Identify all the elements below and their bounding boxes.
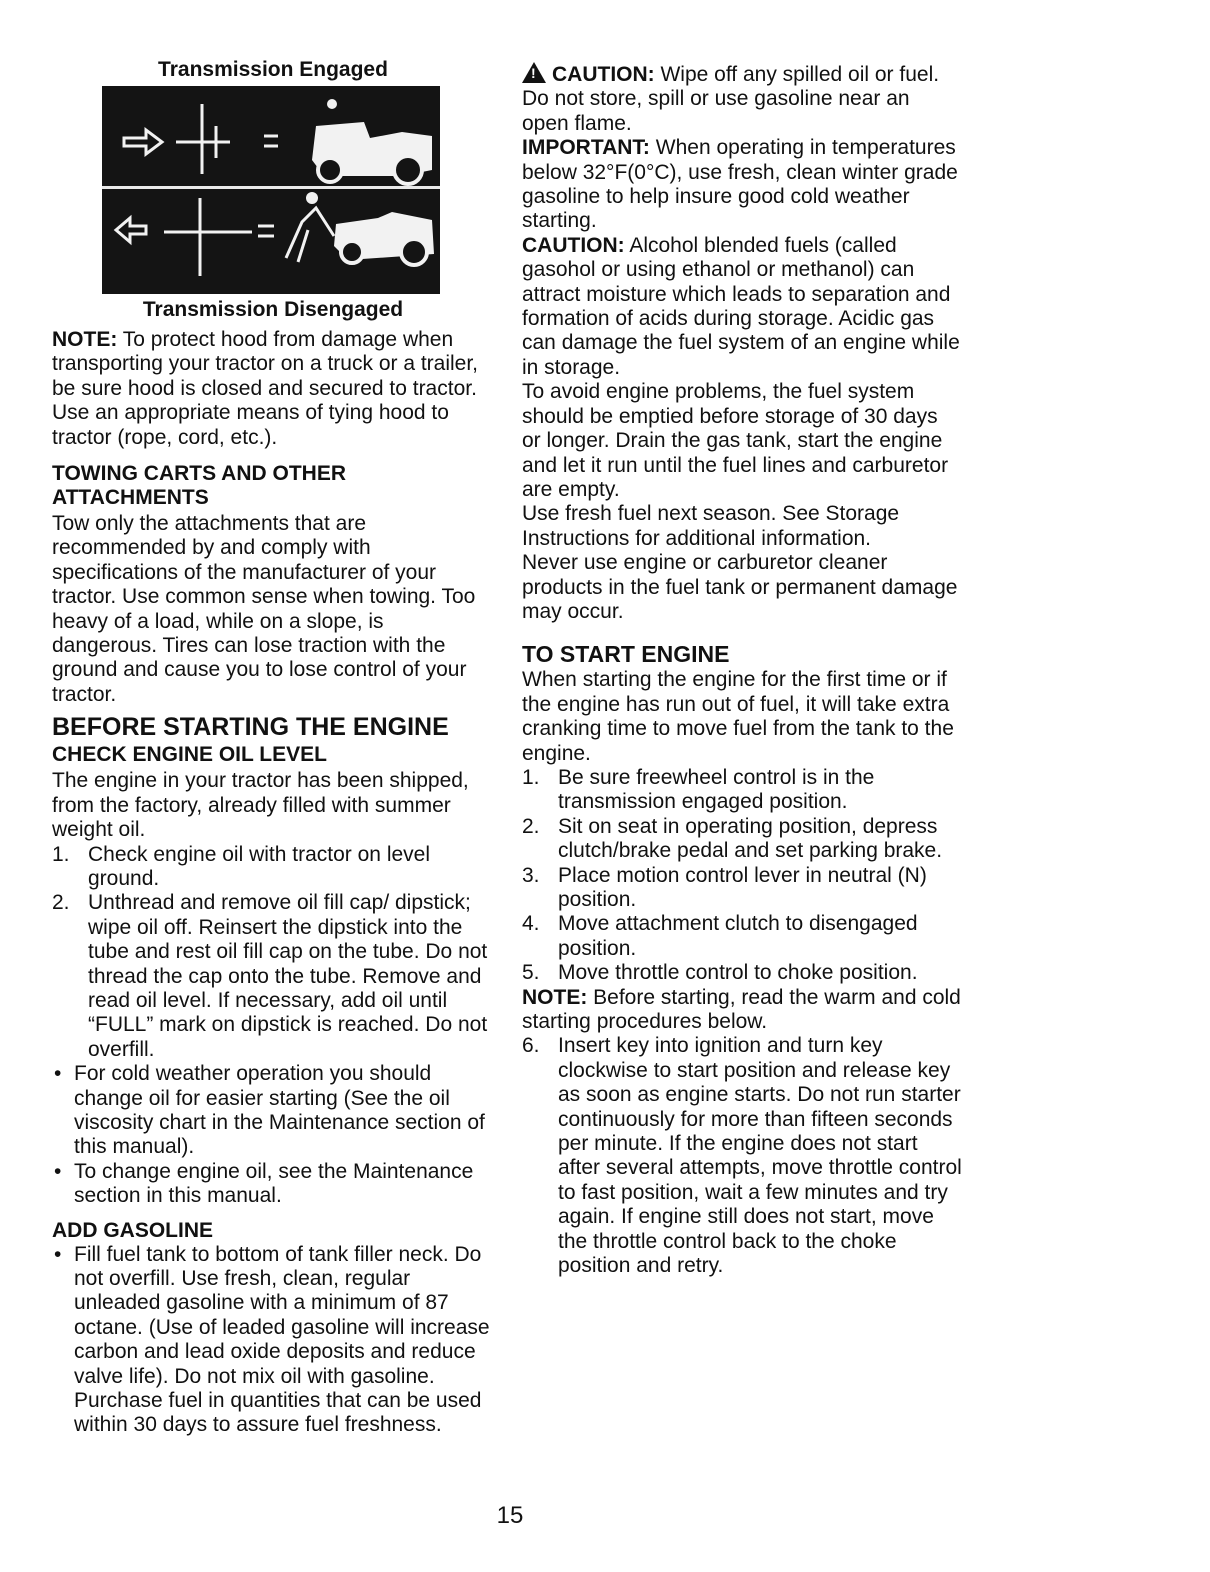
arrow-right-icon: [124, 130, 162, 154]
start-steps: [522, 766, 962, 986]
list-item: [52, 891, 494, 1062]
step-number: 4.: [522, 912, 540, 936]
figure-caption-disengaged: Transmission Disengaged: [142, 298, 404, 321]
towing-text: Tow only the attachments that are recommended by and comply with specifications of the manufacturer of your tractor. Use common sense when towing. Too heavy of a load, while on a slope, is dangerous. Tires can lose traction with the ground and cause you to lose control of your tractor.: [52, 512, 476, 706]
list-item: [522, 1034, 962, 1278]
step-text: Unthread and remove oil fill cap/ dipstick; wipe oil off. Reinsert the dipstick into the tube and rest oil fill cap on the tube. Do not thread the cap onto the tube. Remove and read oil level. If necessary, add oil until “FULL” mark on dipstick is reached. Do not overfill.: [88, 891, 488, 1061]
note-text: To protect hood from damage when transporting your tractor on a truck or a trailer, be sure hood is closed and secured to tractor. Use an appropriate means of tying hood to tractor (rope, cord, etc.).: [52, 328, 479, 449]
step-text: Move throttle control to choke position.: [558, 961, 918, 985]
bullet-text: For cold weather operation you should change oil for easier starting (See the oil viscosity chart in the Maintenance section of this manual).: [74, 1062, 485, 1159]
towing-heading: TOWING CARTS AND OTHER ATTACHMENTS: [52, 462, 346, 510]
start-intro: When starting the engine for the first time or if the engine has run out of fuel, it will take extra cranking time to move fuel from the tank to the engine.: [522, 668, 954, 765]
step-number: 1.: [52, 842, 70, 866]
bullet-icon: •: [54, 1159, 62, 1183]
step-text: Insert key into ignition and turn key clockwise to start position and release key as soon as engine starts. Do not run starter continuously for more than fifteen seconds per minute. If the engine does not start after several attempts, move throttle control to fast position, wait a few minutes and try again. If engine still does not start, move the throttle control back to the choke position and retry.: [558, 1034, 962, 1278]
caution-alcohol: [522, 234, 962, 380]
right-column: [522, 62, 962, 1279]
arrow-left-icon: [116, 218, 146, 242]
caution-spill: [522, 62, 962, 136]
step-text: Sit on seat in operating position, depress clutch/brake pedal and set parking brake.: [558, 814, 943, 863]
gas-bullets: [52, 1243, 494, 1438]
important-note: [522, 136, 962, 234]
start-engine-heading: TO START ENGINE: [522, 641, 730, 668]
step-text: Move attachment clutch to disengaged position.: [558, 912, 918, 960]
list-item: [522, 912, 962, 961]
step-number: 5.: [522, 961, 540, 985]
list-item: [522, 864, 962, 913]
caution-label: CAUTION:: [552, 63, 655, 86]
warning-icon: !: [522, 62, 546, 83]
left-column: [52, 328, 494, 1438]
step-number: 2.: [52, 891, 70, 915]
transmission-figure: [102, 86, 440, 294]
list-item: [52, 1160, 494, 1209]
caution-text: Alcohol blended fuels (called gasohol or using ethanol or methanol) can attract moisture which leads to separation and formation of acids during storage. Acidic gas can damage the fuel system of an engine while in storage.: [522, 233, 960, 379]
step-text: Be sure freewheel control is in the transmission engaged position.: [558, 765, 875, 814]
bullet-icon: •: [54, 1062, 62, 1086]
important-text: When operating in temperatures below 32°F(0°C), use fresh, clean winter grade gasoline to help insure good cold weather starting.: [522, 136, 958, 233]
figure-divider: [102, 186, 440, 189]
note-label: NOTE:: [522, 985, 588, 1009]
note-text: Before starting, read the warm and cold starting procedures below.: [522, 985, 961, 1034]
list-item: [522, 766, 962, 815]
important-label: IMPORTANT:: [522, 136, 650, 160]
step-number: 2.: [522, 814, 540, 838]
step-number: 3.: [522, 863, 540, 887]
avoid-text: To avoid engine problems, the fuel system should be emptied before storage of 30 days or longer. Drain the gas tank, start the engine and let it run until the fuel lines and carburetor are empty.: [522, 380, 949, 501]
oil-intro: The engine in your tractor has been shipped, from the factory, already filled with summer weight oil.: [52, 769, 469, 842]
starting-note: [522, 986, 962, 1035]
bullet-text: Fill fuel tank to bottom of tank filler neck. Do not overfill. Use fresh, clean, regular unleaded gasoline with a minimum of 87 octane. (Use of leaded gasoline will increase carbon and lead oxide deposits and reduce valve life). Do not mix oil with gasoline. Purchase fuel in quantities that can be used within 30 days to assure fuel freshness.: [74, 1242, 490, 1437]
step-text: Place motion control lever in neutral (N) position.: [558, 863, 927, 911]
figure-caption-engaged: Transmission Engaged: [158, 58, 388, 81]
step-number: 6.: [522, 1034, 540, 1058]
never-use-text: Never use engine or carburetor cleaner products in the fuel tank or permanent damage may occur.: [522, 551, 958, 623]
hood-note: [52, 328, 494, 450]
step-text: Check engine oil with tractor on level ground.: [88, 842, 431, 890]
start-steps-continued: [522, 1034, 962, 1278]
caution-label: CAUTION:: [522, 233, 625, 257]
page-number: 15: [496, 1502, 524, 1529]
bullet-icon: •: [54, 1242, 62, 1266]
bullet-text: To change engine oil, see the Maintenance section in this manual.: [74, 1159, 474, 1208]
caution-text: Wipe off any spilled oil or fuel. Do not store, spill or use gasoline near an open flame.: [522, 63, 940, 135]
list-item: [52, 1062, 494, 1160]
list-item: [52, 1243, 494, 1438]
step-number: 1.: [522, 765, 540, 789]
oil-bullets: [52, 1062, 494, 1208]
fresh-fuel-text: Use fresh fuel next season. See Storage Instructions for additional information.: [522, 502, 900, 550]
before-starting-heading: BEFORE STARTING THE ENGINE: [52, 713, 449, 742]
oil-heading: CHECK ENGINE OIL LEVEL: [52, 743, 327, 767]
transmission-illustration: [102, 86, 440, 294]
list-item: [522, 815, 962, 864]
list-item: [522, 961, 962, 985]
list-item: [52, 843, 494, 892]
note-label: NOTE:: [52, 328, 118, 351]
oil-steps: [52, 843, 494, 1063]
gasoline-heading: ADD GASOLINE: [52, 1218, 214, 1242]
